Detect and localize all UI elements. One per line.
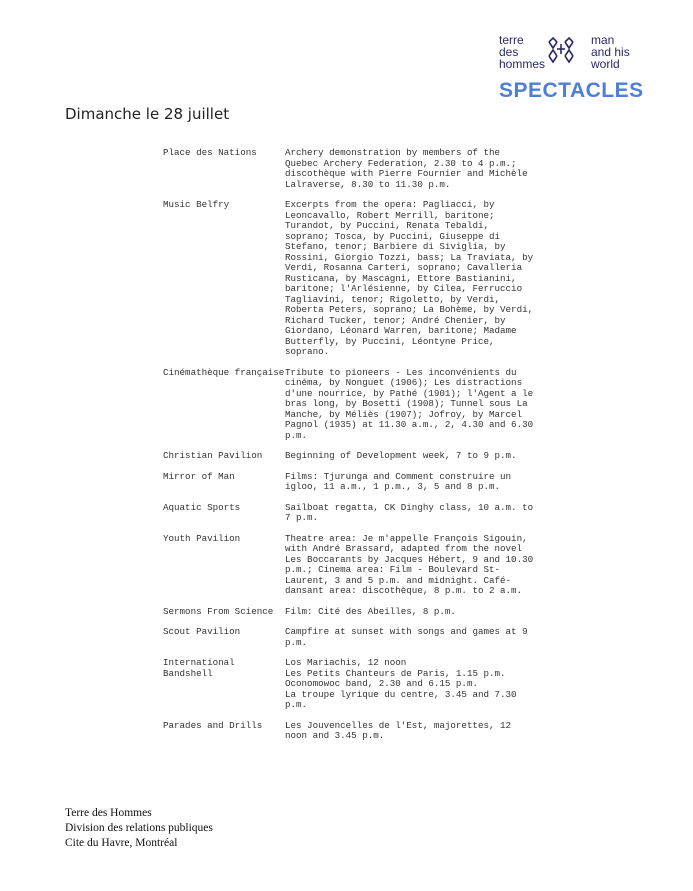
venue-name: Aquatic Sports [163, 501, 241, 513]
event-description: Excerpts from the opera: Pagliacci, by Leoncavallo, Robert Merrill, baritone; Turandot, by Puccini, Renata Tebaldi, soprano; Tosca, by Puccini, Giuseppe di Stefano, tenor; Barbiere di Siviglia, by Rossini, Giorgio Tozzi, bass; La Traviata, by Verdi, Rosanna Carteri, soprano; Cavalleria Rusticana, by Mascagni, Ettore Bastianini, baritone; l'Arlésienne, by Cilea, Ferruccio Tagliavini, tenor; Rigoletto, by Verdi, Roberta Peters, soprano; La Bohème, by Verdi, Richard Tucker, tenor; André Chenier, by Giordano, Léonard Warren, baritone; Madame Butterfly, by Puccini, Léontyne Price, soprano. [285, 199, 534, 357]
schedule-list [163, 148, 543, 752]
venue-name: Place des Nations [163, 147, 257, 158]
event-description: Films: Tjurunga and Comment construire un igloo, 11 a.m., 1 p.m., 3, 5 and 8 p.m. [285, 470, 512, 492]
event-description: Film: Cité des Abeilles, 8 p.m. [285, 605, 456, 617]
schedule-entry [163, 451, 543, 462]
venue-name: Sermons From Science [163, 605, 274, 617]
venue-name: Youth Pavilion [163, 532, 241, 544]
footer-address [65, 806, 213, 851]
schedule-entry [163, 658, 543, 711]
logo-right-line: man [591, 33, 615, 47]
logo-right-text [591, 34, 630, 70]
schedule-entry [163, 607, 543, 618]
venue-name: Music Belfry [163, 199, 230, 210]
schedule-entry [163, 534, 543, 597]
footer-line: Cite du Havre, Montréal [65, 837, 178, 849]
venue-name: Scout Pavilion [163, 626, 241, 637]
logo-left-text [499, 34, 545, 70]
venue-name: Parades and Drills [163, 719, 263, 731]
venue-name: Mirror of Man [163, 470, 235, 482]
schedule-entry [163, 627, 543, 648]
event-description: Sailboat regatta, CK Dinghy class, 10 a.m. to 7 p.m. [285, 501, 534, 523]
event-description: Les Jouvencelles de l'Est, majorettes, 12 noon and 3.45 p.m. [285, 719, 512, 741]
event-description: Beginning of Development week, 7 to 9 p.m. [285, 450, 517, 461]
venue-name: Christian Pavilion [163, 450, 263, 461]
logo-left-line: terre [499, 33, 524, 47]
event-description: Theatre area: Je m'appelle François Sigouin, with André Brassard, adapted from the novel Les Boccarants by Jacques Hébert, 9 and 10.30 p.m.; Cinema area: Film - Boulevard St-Laurent, 3 and 5 p.m. and midnight. Café-dansant area: discothèque, 8 p.m. to 2 a.m. [285, 532, 534, 596]
event-description: Los Mariachis, 12 noon Les Petits Chanteurs de Paris, 1.15 p.m. Oconomowoc band, 2.30 and 6.15 p.m. La troupe lyrique du centre, 3.45 and 7.30 p.m. [285, 657, 517, 710]
logo-right-line: and his [591, 45, 630, 59]
footer-line: Division des relations publiques [65, 822, 213, 834]
logo-left-line: hommes [499, 57, 546, 71]
logo-right-line: world [591, 57, 620, 71]
venue-name: International Bandshell [163, 657, 235, 679]
schedule-entry [163, 503, 543, 524]
schedule-entry [163, 721, 543, 742]
event-description: Archery demonstration by members of the Quebec Archery Federation, 2.30 to 4 p.m.; discothèque with Pierre Fournier and Michèle Lalraverse, 8.30 to 11.30 p.m. [285, 147, 528, 190]
expo-logo [499, 33, 644, 106]
logo-left-line: des [499, 45, 519, 59]
section-title: SPECTACLES [499, 79, 644, 102]
schedule-entry [163, 200, 543, 358]
schedule-entry [163, 472, 543, 493]
event-description: Tribute to pioneers - Les inconvénients du cinéma, by Nonguet (1906); Les distractions d'une nourrice, by Pathé (1901); l'Agent a le bras long, by Bosetti (1908); Tunnel sous La Manche, by Méliès (1907); Jofroy, by Marcel Pagnol (1935) at 11.30 a.m., 2, 4.30 and 6.30 p.m. [285, 366, 534, 441]
page-title: Dimanche le 28 juillet [65, 105, 230, 123]
venue-name: Cinémathèque française [163, 366, 285, 378]
schedule-entry [163, 148, 543, 190]
footer-line: Terre des Hommes [65, 807, 152, 819]
event-description: Campfire at sunset with songs and games at 9 p.m. [285, 626, 528, 648]
schedule-entry [163, 368, 543, 442]
expo-emblem-icon [541, 36, 581, 68]
